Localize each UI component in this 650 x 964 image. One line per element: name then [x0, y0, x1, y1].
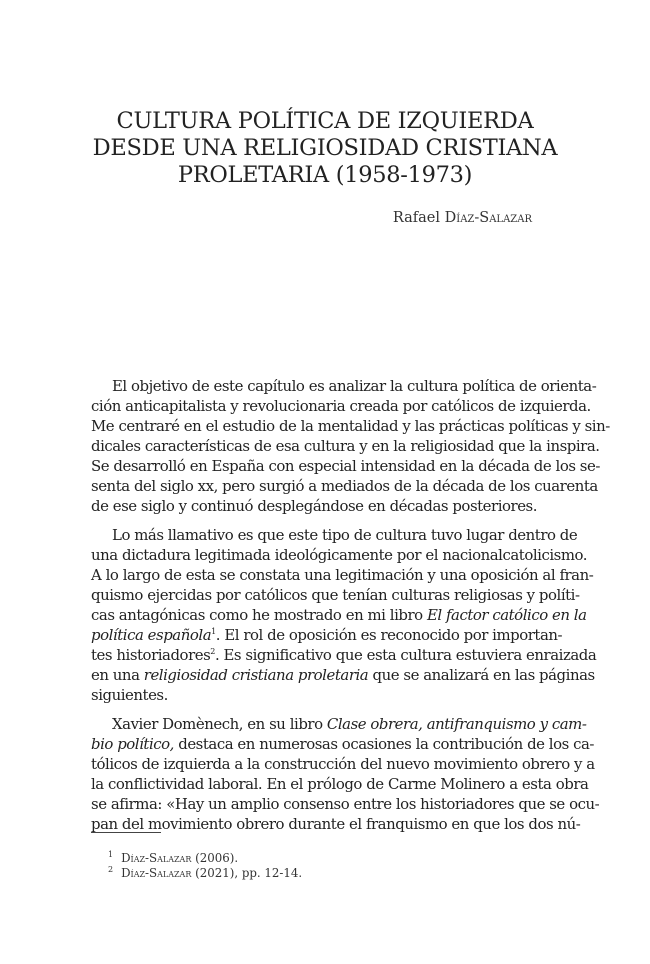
text-run: . El rol de oposición es reconocido por importan- — [215, 626, 563, 644]
text-run: que se analizará en las páginas — [368, 666, 595, 684]
footnote-ref: 2 — [210, 647, 215, 657]
footnote-divider — [91, 832, 161, 833]
text-line — [91, 645, 597, 665]
footnote-ref: 1 — [211, 627, 216, 637]
author-byline — [393, 210, 532, 226]
text-line: Lo más llamativo es que este tipo de cultura tuvo lugar dentro de — [112, 526, 578, 544]
footnote-number: 2 — [108, 865, 114, 875]
emphasis: religiosidad cristiana proletaria — [143, 666, 369, 684]
text-line — [91, 605, 587, 625]
book-title: El factor católico en la — [426, 606, 587, 624]
text-line — [91, 625, 562, 645]
text-run: tes historiadores — [91, 646, 211, 664]
paragraph-1 — [91, 376, 610, 516]
text-line — [91, 714, 587, 734]
paragraph-2 — [91, 525, 597, 705]
footnote-text: (2006). — [191, 851, 239, 865]
text-line: siguientes. — [91, 686, 168, 704]
text-line — [91, 734, 595, 754]
author-first-name: Rafael — [392, 210, 441, 226]
text-run: cas antagónicas como he mostrado en mi libro — [91, 606, 427, 624]
text-line: Me centraré en el estudio de la mentalidad y las prácticas políticas y sin- — [91, 417, 610, 435]
footnote-item — [108, 851, 302, 866]
chapter-title-line: CULTURA POLÍTICA DE IZQUIERDA — [116, 108, 534, 134]
text-line: de ese siglo y continuó desplegándose en décadas posteriores. — [91, 497, 538, 515]
footnote-author: Díaz-Salazar — [121, 866, 192, 880]
text-line: ción anticapitalista y revolucionaria creada por católicos de izquierda. — [91, 397, 591, 415]
text-run: . Es significativo que esta cultura estuviera enraizada — [214, 646, 597, 664]
text-run: destaca en numerosas ocasiones la contribución de los ca- — [173, 735, 595, 753]
book-title: Clase obrera, antifranquismo y cam- — [326, 715, 587, 733]
footnote-text: (2021), pp. 12-14. — [191, 866, 303, 880]
text-run: en una — [91, 666, 144, 684]
text-line: tólicos de izquierda a la construcción del nuevo movimiento obrero y a — [91, 755, 595, 773]
book-title: bio político, — [91, 735, 174, 753]
chapter-title — [90, 108, 560, 189]
body-text — [91, 376, 610, 843]
author-last-name: Díaz-Salazar — [444, 210, 532, 226]
text-line: quismo ejercidas por católicos que tenían culturas religiosas y políti- — [91, 586, 580, 604]
text-line: senta del siglo xx, pero surgió a mediados de la década de los cuarenta — [91, 477, 598, 495]
footnote-item — [108, 866, 302, 881]
text-line: pan del movimiento obrero durante el franquismo en que los dos nú- — [91, 815, 581, 833]
text-run: Xavier Domènech, en su libro — [112, 715, 327, 733]
footnote-number: 1 — [108, 850, 114, 860]
text-line: una dictadura legitimada ideológicamente por el nacionalcatolicismo. — [91, 546, 588, 564]
book-title: política española — [91, 626, 212, 644]
text-line: se afirma: «Hay un amplio consenso entre los historiadores que se ocu- — [91, 795, 600, 813]
footnote-author: Díaz-Salazar — [121, 851, 192, 865]
chapter-title-line: DESDE UNA RELIGIOSIDAD CRISTIANA — [92, 135, 558, 161]
text-line: la conflictividad laboral. En el prólogo de Carme Molinero a esta obra — [91, 775, 589, 793]
chapter-title-line: PROLETARIA (1958-1973) — [177, 162, 473, 188]
footnotes — [108, 851, 302, 881]
text-line: A lo largo de esta se constata una legitimación y una oposición al fran- — [91, 566, 594, 584]
text-line: Se desarrolló en España con especial intensidad en la década de los se- — [91, 457, 600, 475]
text-line — [91, 665, 595, 685]
paragraph-3 — [91, 714, 600, 834]
text-line: El objetivo de este capítulo es analizar la cultura política de orienta- — [112, 377, 597, 395]
text-line: dicales características de esa cultura y en la religiosidad que la inspira. — [91, 437, 600, 455]
